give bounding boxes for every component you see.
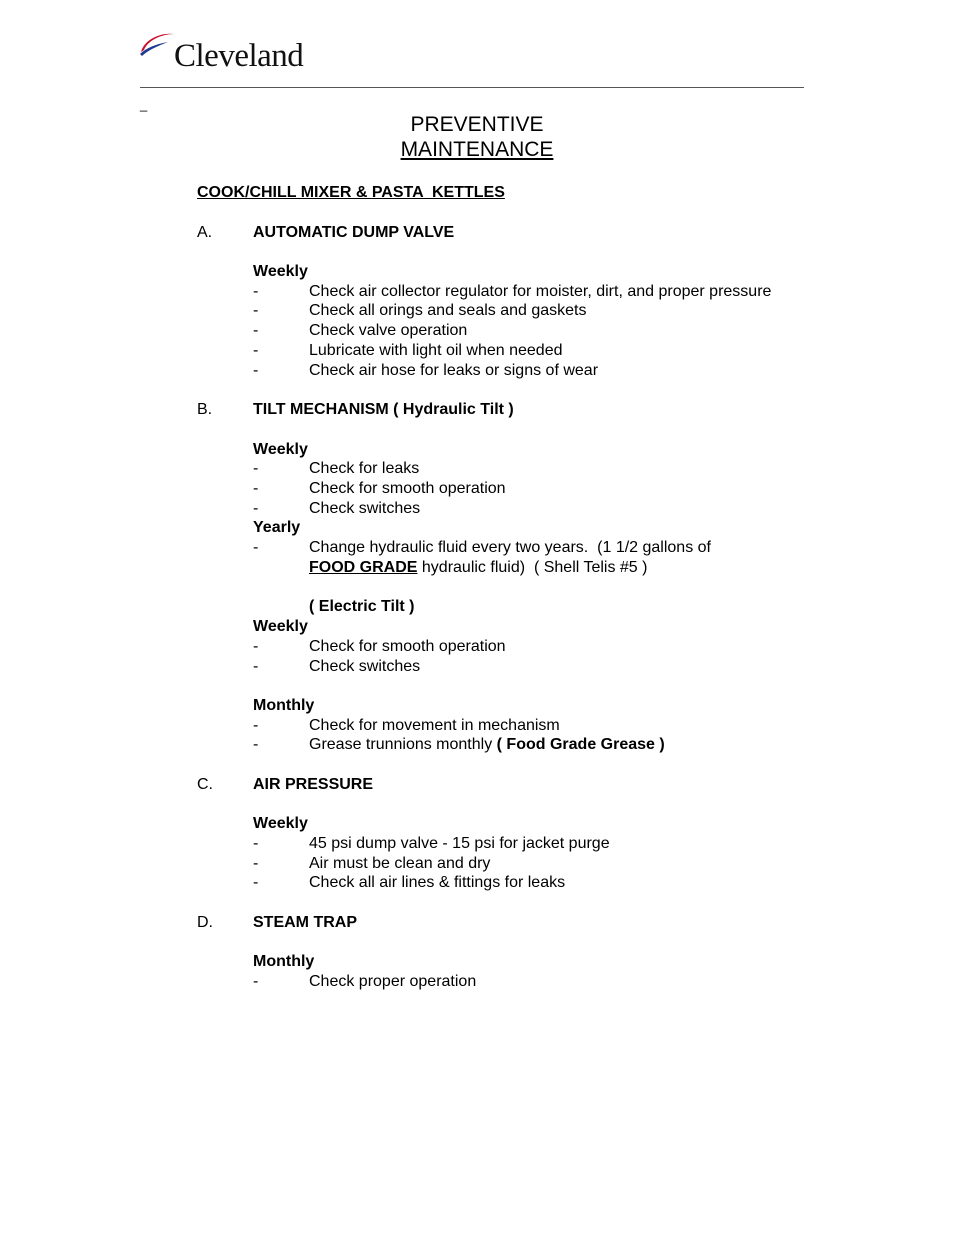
logo-swoosh-icon: [138, 30, 178, 64]
bullet: -: [253, 638, 259, 655]
section-a-title: AUTOMATIC DUMP VALVE: [253, 224, 455, 241]
list-item: Check air collector regulator for moister, dirt, and proper pressure: [309, 283, 772, 300]
list-item: Check all orings and seals and gaskets: [309, 302, 587, 319]
bullet: -: [253, 500, 259, 517]
list-item: Change hydraulic fluid every two years. (1 1/2 gallons of: [309, 539, 711, 556]
page-title-line2: MAINTENANCE: [400, 138, 554, 161]
food-grade-grease-emphasis: ( Food Grade Grease ): [496, 736, 665, 753]
bullet: -: [253, 736, 259, 753]
section-d-title: STEAM TRAP: [253, 914, 357, 931]
list-item: Check for movement in mechanism: [309, 717, 560, 734]
section-b-title: TILT MECHANISM ( Hydraulic Tilt ): [253, 401, 514, 418]
section-d-monthly-label: Monthly: [253, 953, 315, 970]
logo-text: Cleveland: [174, 38, 304, 74]
list-item: [309, 735, 665, 755]
bullet: -: [253, 973, 259, 990]
list-item: Check switches: [309, 500, 421, 517]
bullet: -: [253, 302, 259, 319]
section-c-weekly-label: Weekly: [253, 815, 308, 832]
section-b-weekly-label: Weekly: [253, 441, 308, 458]
electric-weekly-label: Weekly: [253, 618, 308, 635]
section-b-yearly-label: Yearly: [253, 519, 301, 536]
bullet: -: [253, 342, 259, 359]
header-rule: [140, 87, 804, 88]
bullet: -: [253, 322, 259, 339]
list-item: Lubricate with light oil when needed: [309, 342, 563, 359]
bullet: -: [253, 283, 259, 300]
bullet: -: [253, 874, 259, 891]
list-item: Check all air lines & fittings for leaks: [309, 874, 566, 891]
list-item: Check valve operation: [309, 322, 468, 339]
header-rule-tail: _: [140, 97, 148, 112]
cleveland-logo: [138, 30, 328, 76]
bullet: -: [253, 658, 259, 675]
electric-tilt-label: ( Electric Tilt ): [309, 598, 415, 615]
list-item-continuation: [309, 558, 647, 578]
section-b-letter: B.: [197, 401, 213, 418]
food-grade-emphasis: FOOD GRADE: [309, 559, 418, 576]
bullet: -: [253, 480, 259, 497]
list-item: Check for leaks: [309, 460, 420, 477]
section-c-title: AIR PRESSURE: [253, 776, 374, 793]
list-item-text: Grease trunnions monthly: [309, 736, 497, 753]
list-item: Check switches: [309, 658, 421, 675]
list-item: Check proper operation: [309, 973, 477, 990]
list-item: Check air hose for leaks or signs of wear: [309, 362, 599, 379]
list-item: Air must be clean and dry: [309, 855, 491, 872]
document-heading: COOK/CHILL MIXER & PASTA KETTLES: [197, 184, 505, 201]
bullet: -: [253, 362, 259, 379]
bullet: -: [253, 539, 259, 556]
list-item: 45 psi dump valve - 15 psi for jacket purge: [309, 835, 610, 852]
list-item-continuation-text: hydraulic fluid) ( Shell Telis #5 ): [417, 559, 648, 576]
section-b-monthly-label: Monthly: [253, 697, 315, 714]
bullet: -: [253, 717, 259, 734]
section-d-letter: D.: [197, 914, 213, 931]
list-item: Check for smooth operation: [309, 638, 506, 655]
section-a-weekly-label: Weekly: [253, 263, 308, 280]
bullet: -: [253, 855, 259, 872]
bullet: -: [253, 835, 259, 852]
section-c-letter: C.: [197, 776, 213, 793]
list-item: Check for smooth operation: [309, 480, 506, 497]
section-a-letter: A.: [197, 224, 213, 241]
page-title-line1: PREVENTIVE: [410, 113, 544, 136]
bullet: -: [253, 460, 259, 477]
